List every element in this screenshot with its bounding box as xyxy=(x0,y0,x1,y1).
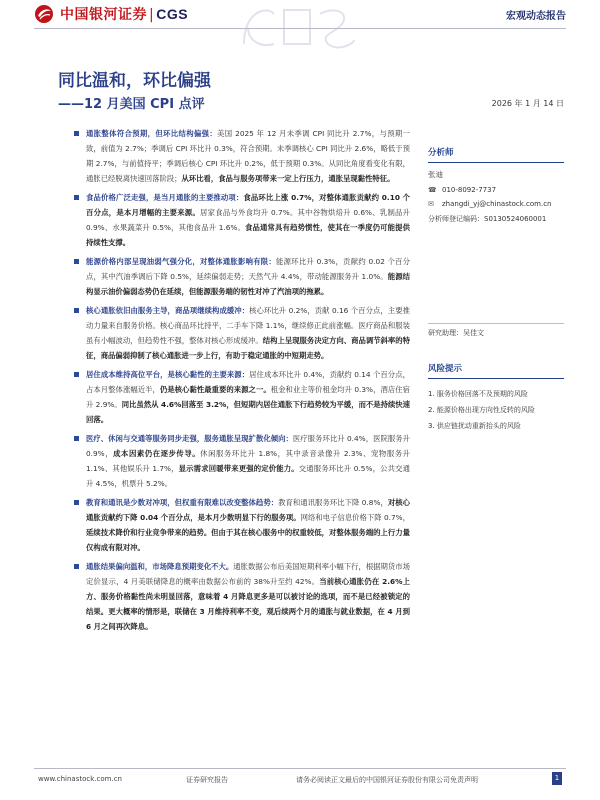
analyst-cert: 分析师登记编码：S0130524060001 xyxy=(428,215,547,223)
galaxy-logo-icon xyxy=(34,4,54,24)
brand-separator: | xyxy=(149,7,155,23)
paragraph-lead: 核心通胀依旧由服务主导，商品项继续构成缓冲： xyxy=(86,306,250,315)
paragraph-body: 教育和通讯服务环比下降 0.8%， xyxy=(278,498,388,507)
page-header xyxy=(0,0,600,40)
paragraph-body: 能源环比升 0.3%，贡献约 0.02 个百分点，其中汽油季调后下降 0.5%，延续偏弱走势；天然气升 4.4%，带动能源服务升 1.0%。 xyxy=(86,257,410,281)
paragraph-1 xyxy=(74,126,410,186)
analyst-email[interactable]: zhangdi_yj@chinastock.com.cn xyxy=(442,200,552,208)
brand-name-cn: 中国银河证券 xyxy=(60,7,147,23)
bullet-icon xyxy=(74,131,79,136)
paragraph-emphasis: 能源结构显示油价偏弱态势仍在延续，但能源服务端的韧性对冲了汽油项的拖累。 xyxy=(86,272,410,296)
cgs-watermark-logo xyxy=(238,0,360,54)
bullet-icon xyxy=(74,195,79,200)
bullet-icon xyxy=(74,308,79,313)
report-title: 同比温和，环比偏强 xyxy=(58,71,211,91)
paragraph-body: 租金和业主等价租金均升 0.3%，酒店住宿升 2.9%。 xyxy=(86,385,410,409)
analyst-email-row[interactable] xyxy=(428,200,564,208)
risk-item: 2. 能源价格出现方向性反转的风险 xyxy=(428,406,535,414)
paragraph-emphasis: 同比虽然从 4.6%回落至 3.2%，但短期内居住通胀下行趋势较为平缓，而不是持续快速回落。 xyxy=(86,400,410,424)
paragraph-4 xyxy=(74,303,410,363)
paragraph-emphasis: 显示需求回暖带来更强的定价能力。 xyxy=(178,464,299,473)
bullet-icon xyxy=(74,436,79,441)
header-divider xyxy=(34,28,566,29)
risk-item: 3. 供应链扰动重新抬头的风险 xyxy=(428,422,521,430)
paragraph-lead: 能源价格内部呈现油弱气强分化，对整体通胀影响有限： xyxy=(86,257,277,266)
research-assistant: 研究助理：吴佳文 xyxy=(428,323,564,338)
report-date: 2026 年 1 月 14 日 xyxy=(491,99,564,108)
paragraph-body: 美国 2025 年 12 月未季调 CPI 同比升 2.7%，与预期一致，前值为 2.7%；季调后 CPI 环比升 0.3%，符合预期。未季调核心 CPI 同比升 2.6%，略低于预期 2.7%，与前值持平；季调后核心 CPI 环比升 0.2%，低于预期 0.3%。从同比角度看变化有限，通胀已经脱离快速回落阶段； xyxy=(86,129,410,183)
page-number: 1 xyxy=(552,772,562,785)
paragraph-emphasis: 对核心通胀贡献约下降 0.04 个百分点，是本月少数明显下行的服务项。 xyxy=(86,498,410,522)
risk-item: 1. 服务价格回落不及预期的风险 xyxy=(428,390,528,398)
report-subtitle: ——12 月美国 CPI 点评 xyxy=(58,97,205,112)
paragraph-lead: 通胀结果偏向温和，市场降息预期变化不大。 xyxy=(86,562,234,571)
report-body xyxy=(74,126,410,638)
risk-list xyxy=(428,387,564,434)
paragraph-emphasis: 延续技术降价和行业竞争带来的趋势。但由于其在核心服务中的权重较低，对整体服务端的上行力量仅构成有限对冲。 xyxy=(86,528,410,552)
footer-divider xyxy=(34,768,566,769)
paragraph-body: 休闲服务环比升 1.8%，其中录音录像升 2.3%、宠物服务升 1.1%、其他娱乐升 1.7%， xyxy=(86,449,410,473)
paragraph-emphasis: 仍是核心黏性最重要的来源之一。 xyxy=(159,385,271,394)
paragraph-emphasis: 结构上呈现服务决定方向、商品调节斜率的特征，商品偏弱抑制了核心通胀进一步上行，有助于稳定通胀的中短期走势。 xyxy=(86,336,410,360)
paragraph-emphasis: 当前核心通胀仍在 2.6%上方、服务价格黏性尚未明显回落，意味着 4 月降息更多是可以被讨论的选项，而不是已经被锁定的结果。更大概率的情形是，联储在 3 月维持利率不变，观后续两个月的通胀与就业数据，在 4 月到 6 月之间再次降息。 xyxy=(86,577,410,631)
footer-report-tag: 证券研究报告 xyxy=(186,776,228,784)
bullet-icon xyxy=(74,500,79,505)
phone-icon: ☎ xyxy=(428,186,437,194)
paragraph-body: 通胀数据公布后美国短期利率小幅下行，根据期货市场定价显示，4 月美联储降息的概率由数据公布前的 38%升至约 42%。 xyxy=(86,562,410,586)
analyst-panel xyxy=(428,146,564,224)
risk-heading: 风险提示 xyxy=(428,362,564,379)
brand-name-en: CGS xyxy=(156,6,189,22)
footer-disclaimer: 请务必阅读正文最后的中国银河证券股份有限公司免责声明 xyxy=(296,776,478,784)
paragraph-emphasis: 0.7%，对整体通胀贡献约 0.10 个百分点，是本月增幅的主要来源。 xyxy=(86,193,410,217)
paragraph-8 xyxy=(74,559,410,634)
paragraph-2 xyxy=(74,190,410,250)
paragraph-body: 网络和电子信息价格下降 0.7%， xyxy=(300,513,410,522)
paragraph-lead: 医疗、休闲与交通等服务同步走强，服务通胀呈现扩散化倾向： xyxy=(86,434,293,443)
paragraph-3 xyxy=(74,254,410,299)
paragraph-body: 交通服务环比升 0.5%，公共交通升 4.5%，机票升 5.2%。 xyxy=(86,464,410,488)
email-icon: ✉ xyxy=(428,200,434,208)
paragraph-body: 居家食品与外食均升 0.7%。其中谷物烘焙升 0.6%、乳制品升 0.9%、水果蔬菜升 0.5%，其他食品升 1.6%。 xyxy=(86,208,410,232)
paragraph-body: 核心环比升 0.2%，贡献 0.16 个百分点，主要推动力量来自服务价格。核心商品环比持平，二手车下降 1.1%，继续修正此前涨幅。医疗商品和服装虽有小幅波动，但趋势性不强，整体对核心形成缓冲。 xyxy=(86,306,410,345)
bullet-icon xyxy=(74,372,79,377)
paragraph-emphasis: 从环比看，食品与服务项带来一定上行压力，通胀呈现黏性特征。 xyxy=(181,174,395,183)
paragraph-body: 食品环比上涨 xyxy=(243,193,292,202)
paragraph-emphasis: 成本因素仍在逐步传导。 xyxy=(113,449,201,458)
footer-website-link[interactable]: www.chinastock.com.cn xyxy=(38,775,122,783)
paragraph-body: 居住成本环比升 0.4%，贡献约 0.14 个百分点，占本月整体涨幅近半， xyxy=(86,370,410,394)
paragraph-lead: 通胀整体符合预期，但环比结构偏强： xyxy=(86,129,218,138)
analyst-phone: 010-8092-7737 xyxy=(442,186,497,194)
paragraph-5 xyxy=(74,367,410,427)
paragraph-7 xyxy=(74,495,410,555)
analyst-phone-row xyxy=(428,186,564,194)
bullet-icon xyxy=(74,564,79,569)
risk-panel xyxy=(428,362,564,435)
paragraph-emphasis: 食品通常具有趋势惯性，使其在一季度仍可能提供持续性支撑。 xyxy=(86,223,410,247)
analyst-heading: 分析师 xyxy=(428,146,564,163)
paragraph-lead: 居住成本维持高位平台，是核心黏性的主要来源： xyxy=(86,370,250,379)
paragraph-body: 医疗服务环比升 0.4%，医院服务升 0.9%， xyxy=(86,434,410,458)
page-footer xyxy=(34,772,566,788)
analyst-name: 张迪 xyxy=(428,170,443,179)
brand-logo xyxy=(34,4,188,24)
paragraph-lead: 教育和通讯是少数对冲项，但权重有限难以改变整体趋势： xyxy=(86,498,279,507)
report-type: 宏观动态报告 xyxy=(506,11,566,22)
paragraph-6 xyxy=(74,431,410,491)
paragraph-lead: 食品价格广泛走强，是当月通胀的主要推动项： xyxy=(86,193,244,202)
bullet-icon xyxy=(74,259,79,264)
